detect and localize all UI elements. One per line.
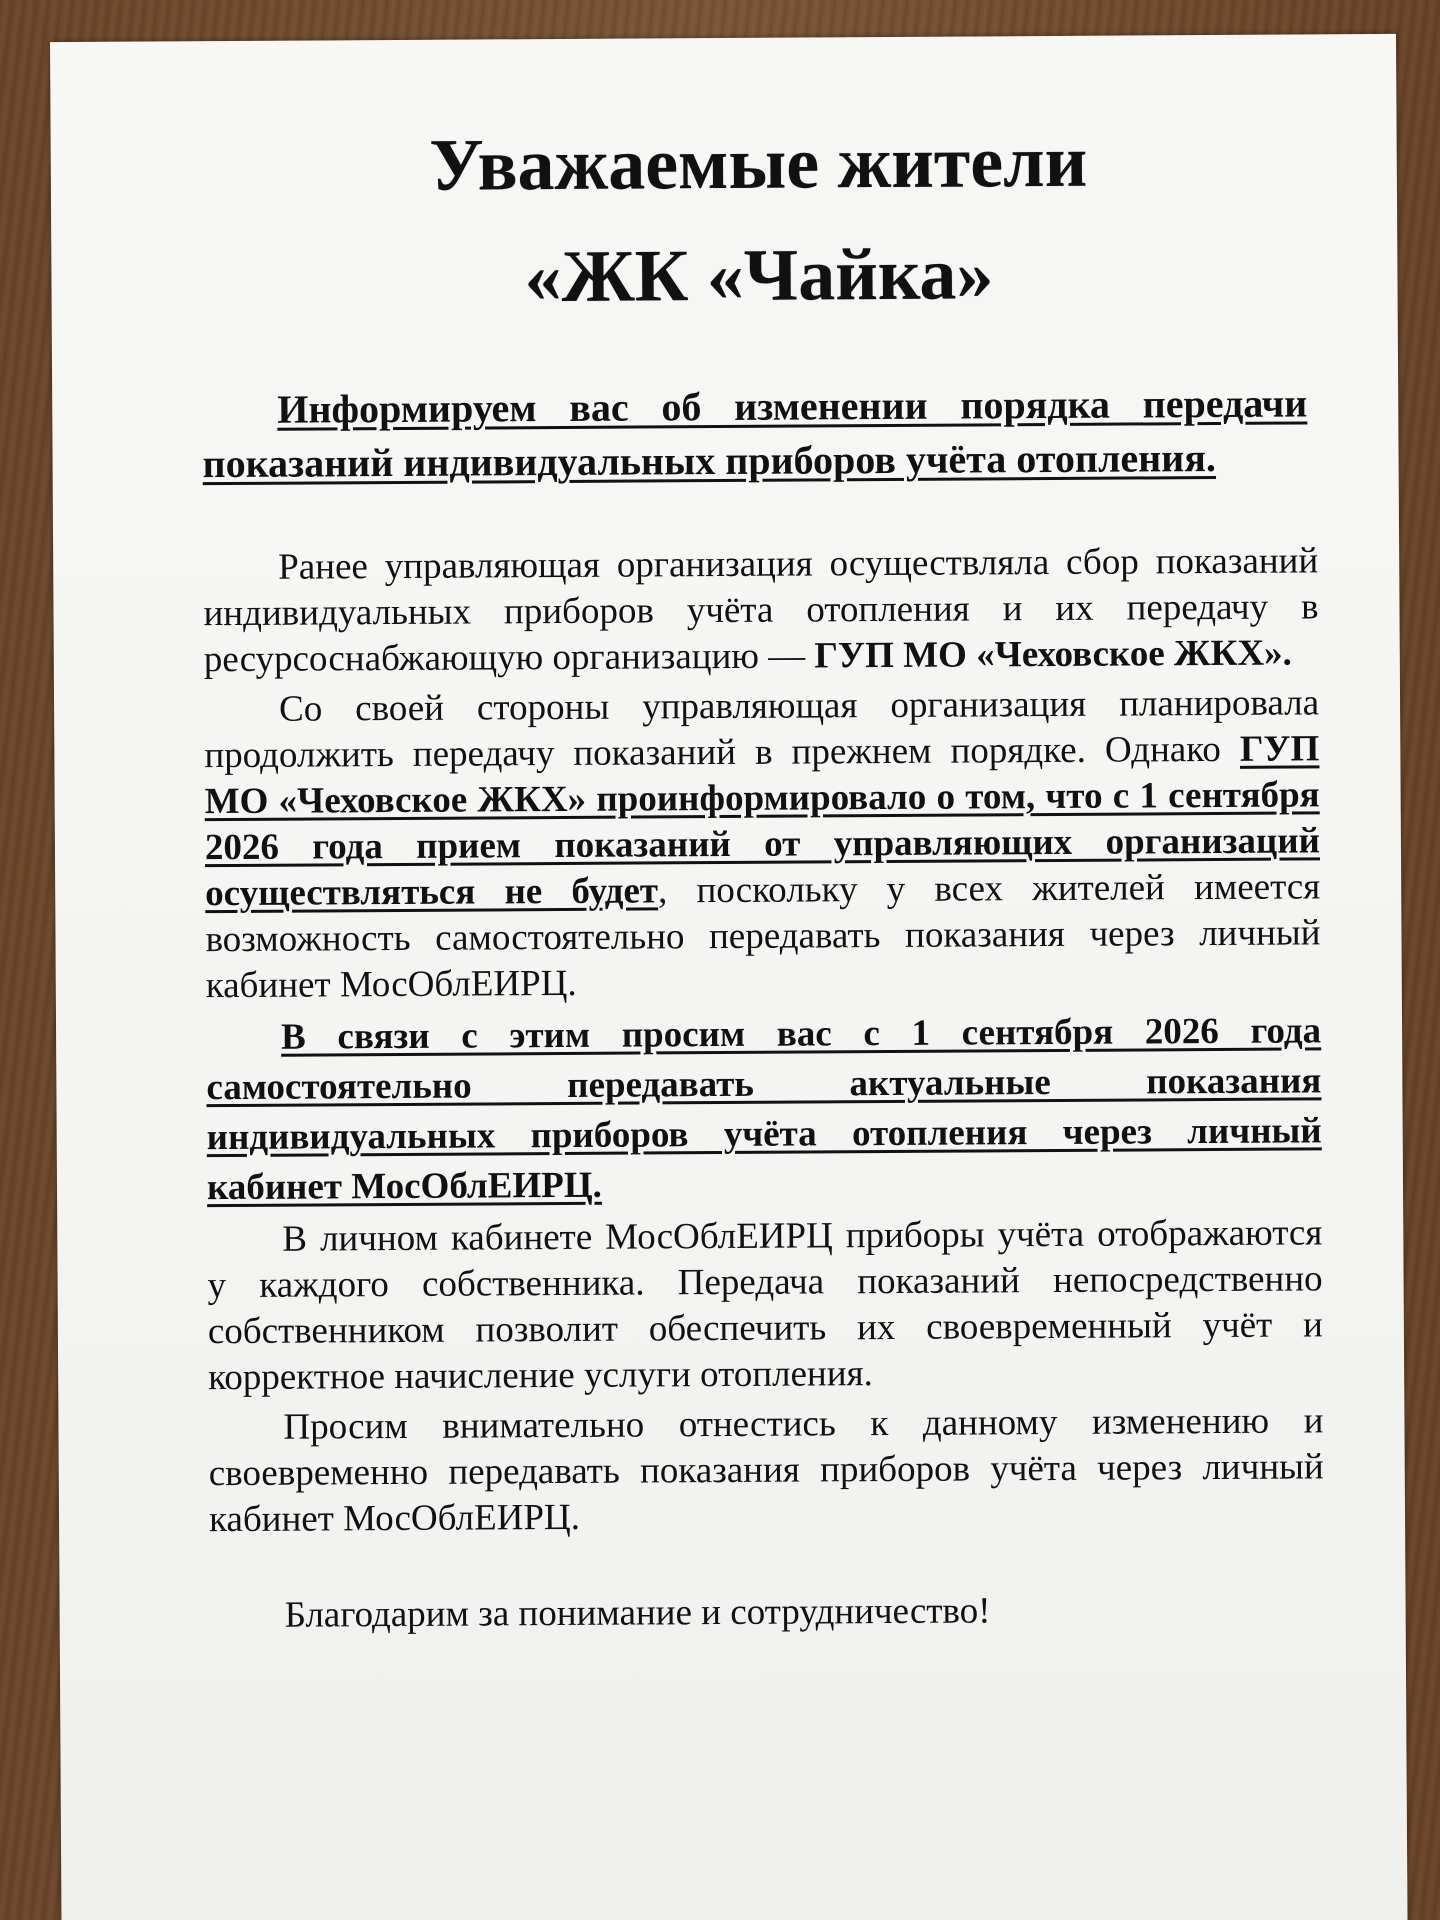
notice-title-line2: «ЖК «Чайка» (524, 233, 994, 319)
paragraph-change-info-emphasis: ГУП МО «Чеховское ЖКХ» проинформировало о том, что с 1 сентября 2026 года прием показаний от управляющих организаций осуществляться не будет (204, 728, 1321, 915)
paragraph-account-info: В личном кабинете МосОблЕИРЦ приборы учёта отображаются у каждого собственника. Передача показаний непосредственно собственником позволит обеспечить их своевременный учёт и корректное начисление услуги отопления. (207, 1212, 1323, 1399)
closing-thanks: Благодарим за понимание и сотрудничество! (284, 1590, 991, 1636)
paragraph-attention-request: Просим внимательно отнестись к данному изменению и своевременно передавать показания приборов учёта через личный кабинет МосОблЕИРЦ. (208, 1400, 1324, 1541)
paragraph-request: В связи с этим просим вас с 1 сентября 2026 года самостоятельно передавать актуальные показания индивидуальных приборов учёта отопления через личный кабинет МосОблЕИРЦ. (206, 1010, 1322, 1209)
notice-headline: Информируем вас об изменении порядка передачи показаний индивидуальных приборов учёта отопления. (202, 380, 1308, 487)
paragraph-change-info-tail: , поскольку у всех жителей имеется возможность самостоятельно передавать показания через личный кабинет МосОблЕИРЦ. (205, 866, 1321, 1007)
paragraph-previous-procedure-text: Ранее управляющая организация осуществляла сбор показаний индивидуальных приборов учёта отопления и их передачу в ресурсоснабжающую организацию — (203, 540, 1319, 681)
paragraph-change-info (204, 680, 1321, 1009)
notice-content (200, 104, 1324, 1639)
notice-title-line1: Уважаемые жители (429, 120, 1088, 207)
paragraph-previous-procedure (203, 538, 1319, 683)
paper-sheet (50, 34, 1408, 1920)
paragraph-previous-procedure-org: ГУП МО «Чеховское ЖКХ». (814, 632, 1293, 677)
paragraph-change-info-text: Со своей стороны управляющая организация планировала продолжить передачу показаний в прежнем порядке. Однако (204, 682, 1320, 777)
